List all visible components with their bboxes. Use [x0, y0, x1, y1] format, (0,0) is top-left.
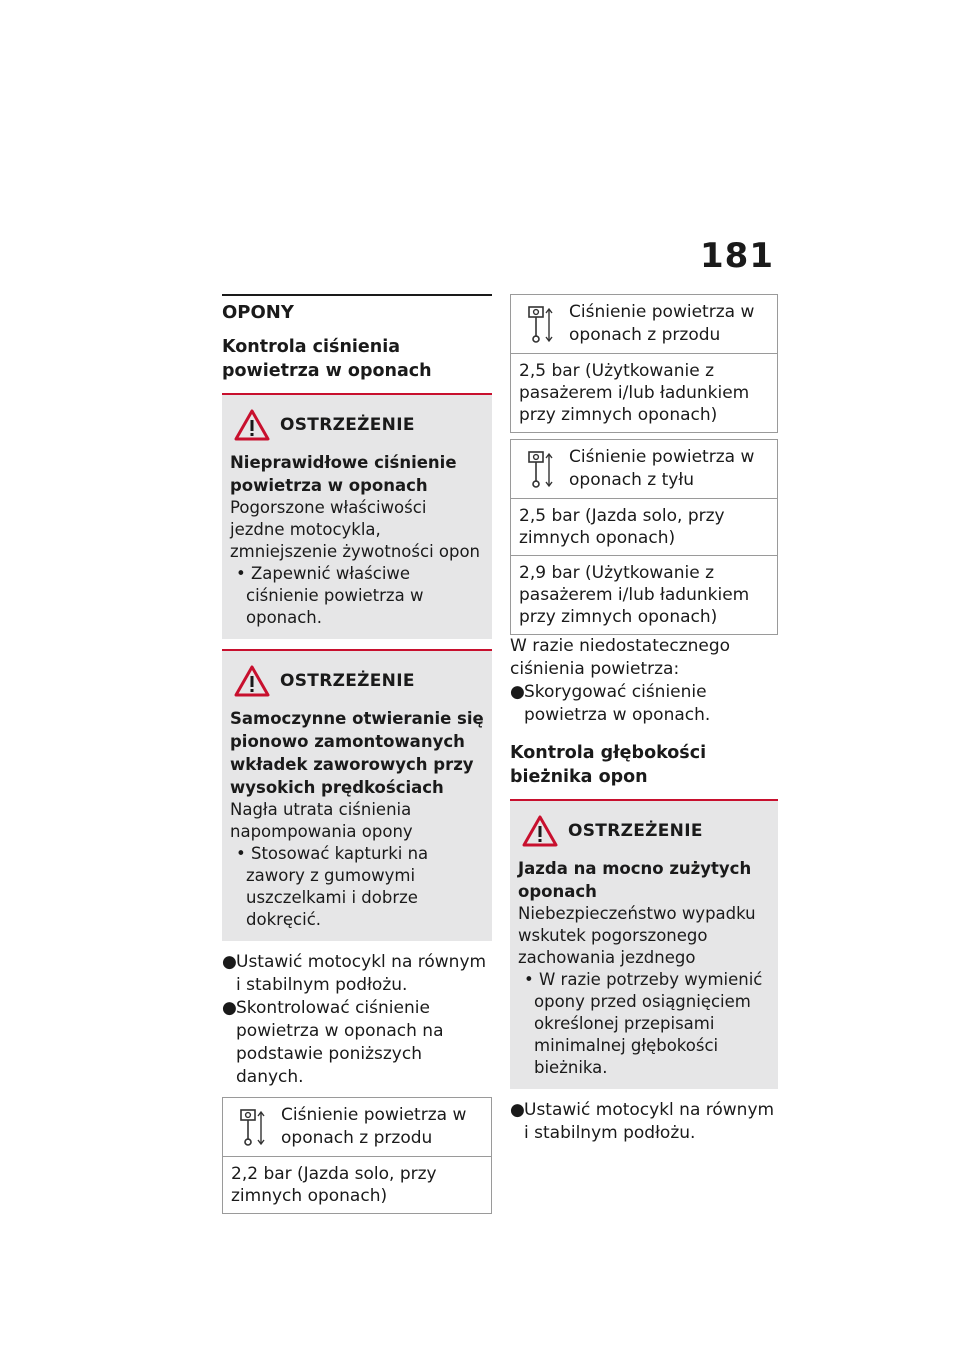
pressure-table-header: [511, 295, 777, 354]
pressure-table-row: 2,2 bar (Jazda solo, przy zimnych oponach): [231, 1164, 437, 1206]
pressure-table-front-passenger: [510, 294, 778, 433]
pressure-table-title: Ciśnienie powietrza w oponach z przodu: [281, 1105, 467, 1148]
warning-heading: Nieprawidłowe ciśnienie powietrza w oponach: [230, 453, 457, 495]
warning-bullet: • Zapewnić właściwe ciśnienie powietrza w oponach.: [236, 564, 424, 627]
tire-pressure-icon: [239, 1108, 267, 1148]
warning-header: [230, 409, 484, 441]
warning-triangle-icon: [234, 409, 270, 441]
warning-label: OSTRZEŻENIE: [568, 821, 703, 841]
page-number: 181: [700, 236, 774, 276]
pressure-table-header: [223, 1098, 491, 1157]
step-item: ●Skontrolować ciśnienie powietrza w oponach na podstawie poniższych danych.: [222, 998, 444, 1087]
tire-pressure-icon: [527, 450, 555, 490]
warning-box-pressure: [222, 393, 492, 639]
step-item: ●Skorygować ciśnienie powietrza w oponach.: [510, 682, 711, 725]
subheading-pressure: Kontrola ciśnienia powietrza w oponach: [222, 337, 432, 381]
warning-text: Nagła utrata ciśnienia napompowania opony: [230, 800, 413, 841]
warning-heading: Jazda na mocno zużytych oponach: [518, 859, 752, 901]
warning-text: Niebezpieczeństwo wypadku wskutek pogorszonego zachowania jezdnego: [518, 904, 756, 967]
subheading-tread: Kontrola głębokości bieżnika opon: [510, 743, 707, 787]
warning-bullet: • W razie potrzeby wymienić opony przed osiągnięciem określonej przepisami minimalnej głębokości bieżnika.: [524, 970, 763, 1077]
pressure-table-front-solo: [222, 1097, 492, 1214]
pressure-table-header: [511, 440, 777, 499]
pressure-table-rear: [510, 439, 778, 635]
warning-bullet: • Stosować kapturki na zawory z gumowymi uszczelkami i dobrze dokręcić.: [236, 844, 429, 929]
step-item: ●Ustawić motocykl na równym i stabilnym podłożu.: [222, 952, 487, 995]
warning-label: OSTRZEŻENIE: [280, 671, 415, 691]
pressure-table-row: 2,5 bar (Użytkowanie z pasażerem i/lub ładunkiem przy zimnych oponach): [519, 361, 750, 425]
section-title: OPONY: [222, 302, 294, 323]
insufficient-pressure-text: W razie niedostatecznego ciśnienia powietrza:: [510, 636, 731, 679]
warning-heading: Samoczynne otwieranie się pionowo zamontowanych wkładek zaworowych przy wysokich prędkościach: [230, 709, 484, 797]
warning-header: [230, 665, 484, 697]
warning-header: [518, 815, 770, 847]
warning-box-tread: [510, 799, 778, 1089]
pressure-table-row: 2,5 bar (Jazda solo, przy zimnych oponach): [511, 499, 777, 556]
warning-label: OSTRZEŻENIE: [280, 415, 415, 435]
warning-triangle-icon: [234, 665, 270, 697]
left-column: [222, 294, 492, 1214]
tire-pressure-icon: [527, 305, 555, 345]
right-column: [510, 294, 778, 1145]
pressure-table-row: 2,9 bar (Użytkowanie z pasażerem i/lub ładunkiem przy zimnych oponach): [519, 563, 750, 627]
warning-box-valve: [222, 649, 492, 941]
section-rule: [222, 294, 492, 296]
pressure-table-title: Ciśnienie powietrza w oponach z tyłu: [569, 447, 755, 490]
warning-triangle-icon: [522, 815, 558, 847]
step-item: ●Ustawić motocykl na równym i stabilnym podłożu.: [510, 1100, 775, 1143]
pressure-table-title: Ciśnienie powietrza w oponach z przodu: [569, 302, 755, 345]
warning-text: Pogorszone właściwości jezdne motocykla, zmniejszenie żywotności opon: [230, 498, 481, 561]
